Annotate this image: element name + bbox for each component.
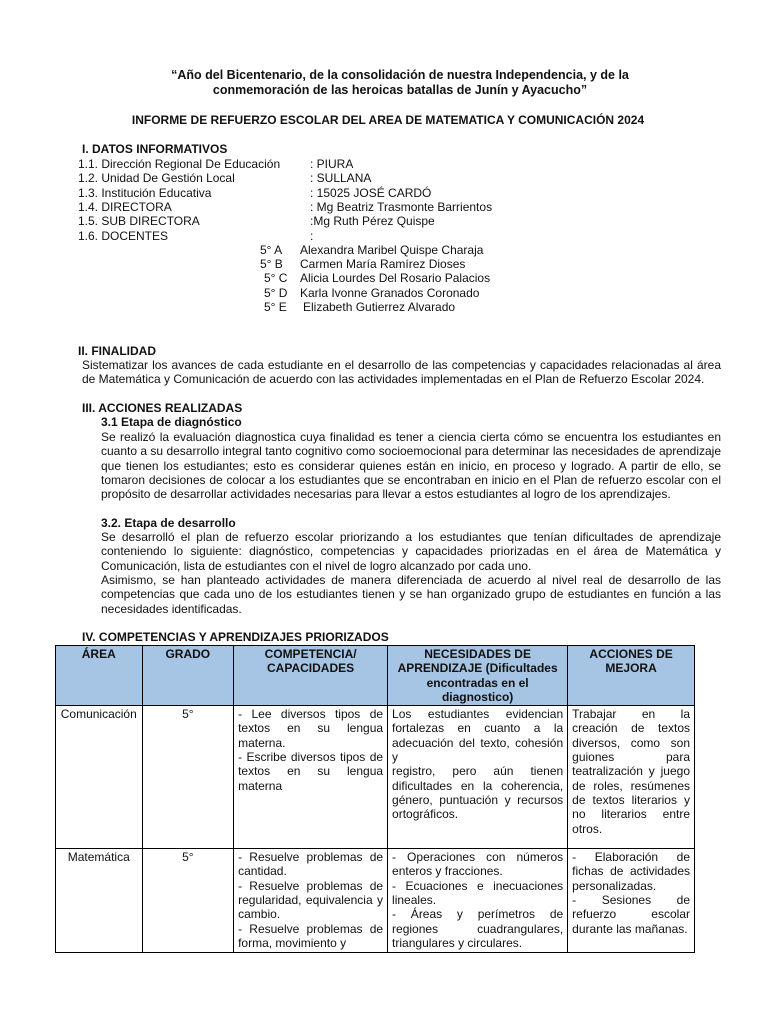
info-value: : 15025 JOSÉ CARDÓ — [310, 186, 432, 200]
info-value: : Mg Beatriz Trasmonte Barrientos — [310, 200, 493, 214]
teacher-section: 5° D — [264, 286, 288, 300]
info-value: : — [310, 229, 314, 243]
teacher-section: 5° A — [260, 243, 283, 257]
cell-line: - Escribe diversos tipos de textos en su lengua materna — [238, 750, 384, 793]
teacher-name: Elizabeth Gutierrez Alvarado — [303, 300, 456, 314]
teacher-name: Karla Ivonne Granados Coronado — [300, 286, 480, 300]
teacher-section: 5° E — [264, 300, 287, 314]
column-header: ACCIONES DE MEJORA — [568, 646, 695, 706]
cell-line: - Resuelve problemas de regularidad, equivalencia y cambio. — [238, 878, 384, 922]
section-4-heading: IV. COMPETENCIAS Y APRENDIZAJES PRIORIZADOS — [82, 630, 389, 644]
competencies-cell — [234, 706, 388, 849]
actions-cell — [568, 849, 695, 953]
motto-line-1: “Año del Bicentenario, de la consolidación de nuestra Independencia, y de la — [171, 68, 629, 82]
info-value: : SULLANA — [310, 171, 372, 185]
teacher-section: 5° C — [264, 271, 288, 285]
info-label: 1.3. Institución Educativa — [78, 186, 212, 200]
competencies-cell — [234, 849, 388, 953]
national-motto — [150, 68, 650, 98]
info-label: 1.6. DOCENTES — [78, 229, 169, 243]
info-label: 1.1. Dirección Regional De Educación — [78, 157, 281, 171]
development-stage-heading: 3.2. Etapa de desarrollo — [101, 516, 236, 530]
diagnostic-stage-heading: 3.1 Etapa de diagnóstico — [101, 415, 242, 429]
needs-cell — [388, 706, 568, 849]
section-3-heading: III. ACCIONES REALIZADAS — [82, 401, 243, 415]
cell-line: - Resuelve problemas de forma, movimiento y — [238, 921, 384, 950]
cell-line: - Elaboración de fichas de actividades personalizadas. — [572, 850, 690, 893]
motto-line-2: conmemoración de las heroicas batallas de Junín y Ayacucho” — [212, 83, 588, 97]
teacher-section: 5° B — [260, 257, 283, 271]
grade-cell: 5° — [142, 849, 234, 953]
table-header-row — [56, 646, 695, 706]
section-1-heading: I. DATOS INFORMATIVOS — [82, 142, 228, 156]
column-header: ÁREA — [56, 646, 143, 706]
column-header: NECESIDADES DE APRENDIZAJE (Dificultades encontradas en el diagnostico) — [388, 646, 568, 706]
teacher-name: Alicia Lourdes Del Rosario Palacios — [300, 271, 491, 285]
cell-line: - Ecuaciones e inecuaciones lineales. — [392, 878, 564, 908]
report-title: INFORME DE REFUERZO ESCOLAR DEL AREA DE MATEMATICA Y COMUNICACIÓN 2024 — [131, 113, 645, 127]
development-stage-text-1: Se desarrolló el plan de refuerzo escolar priorizando a los estudiantes que tenían dificultades de aprendizaje conteniendo lo siguiente: diagnóstico, competencias y capacidades priorizadas en el área de Matemática y Comunicación, lista de estudiantes con el nivel de logro alcanzado por cada uno. — [101, 530, 721, 573]
table-row — [56, 706, 695, 849]
info-value: :Mg Ruth Pérez Quispe — [310, 214, 435, 228]
diagnostic-stage-text: Se realizó la evaluación diagnostica cuya finalidad es tener a ciencia cierta cómo se encuentra los estudiantes en cuanto a su desarrollo integral tanto cognitivo como socioemocional para determinar las necesidades de aprendizaje que tienen los estudiantes; esto es considerar quienes están en inicio, en proceso y logrado. A partir de ello, se tomaron decisiones de colocar a los estudiantes que se encontraban en inicio en el Plan de refuerzo escolar con el propósito de desarrollar actividades necesarias para llevar a estos estudiantes al logro de los aprendizajes. — [101, 430, 721, 502]
purpose-text: Sistematizar los avances de cada estudiante en el desarrollo de las competencias y capacidades relacionadas al área de Matemática y Comunicación de acuerdo con las actividades implementadas en el Plan de Refuerzo Escolar 2024. — [82, 358, 721, 387]
column-header: GRADO — [142, 646, 234, 706]
grade-cell: 5° — [142, 706, 234, 849]
actions-cell — [568, 706, 695, 849]
cell-line: - Operaciones con números enteros y fracciones. — [392, 850, 564, 879]
cell-line: - Lee diversos tipos de textos en su lengua materna. — [238, 707, 384, 750]
cell-line: Trabajar en la creación de textos diversos, como son guiones para teatralización y juego de roles, resúmenes de textos literarios y no literarios entre otros. — [572, 707, 690, 836]
info-value: : PIURA — [310, 157, 354, 171]
needs-cell — [388, 849, 568, 953]
info-label: 1.4. DIRECTORA — [78, 200, 172, 214]
development-stage-text-2: Asimismo, se han planteado actividades de manera diferenciada de acuerdo al nivel real de desarrollo de las competencias que cada uno de los estudiantes tienen y se han organizado grupo de estudiantes en función a las necesidades identificadas. — [101, 573, 721, 616]
area-cell: Matemática — [56, 849, 143, 953]
column-header: COMPETENCIA/ CAPACIDADES — [234, 646, 388, 706]
cell-line: - Áreas y perímetros de regiones cuadrangulares, triangulares y circulares. — [392, 907, 564, 950]
cell-line: - Sesiones de refuerzo escolar durante las mañanas. — [572, 893, 690, 936]
teacher-name: Alexandra Maribel Quispe Charaja — [300, 243, 484, 257]
competencies-table — [55, 645, 695, 953]
section-2-heading: II. FINALIDAD — [78, 344, 156, 358]
table-row — [56, 849, 695, 953]
info-label: 1.5. SUB DIRECTORA — [78, 214, 200, 228]
cell-line: Los estudiantes evidencian fortalezas en cuanto a la adecuación del texto, cohesión y — [392, 707, 564, 765]
info-label: 1.2. Unidad De Gestión Local — [78, 171, 235, 185]
area-cell: Comunicación — [56, 706, 143, 849]
cell-line: registro, pero aún tienen dificultades en la coherencia, género, puntuación y recursos ortográficos. — [392, 764, 564, 822]
teacher-name: Carmen María Ramírez Dioses — [300, 257, 466, 271]
cell-line: - Resuelve problemas de cantidad. — [238, 850, 384, 879]
